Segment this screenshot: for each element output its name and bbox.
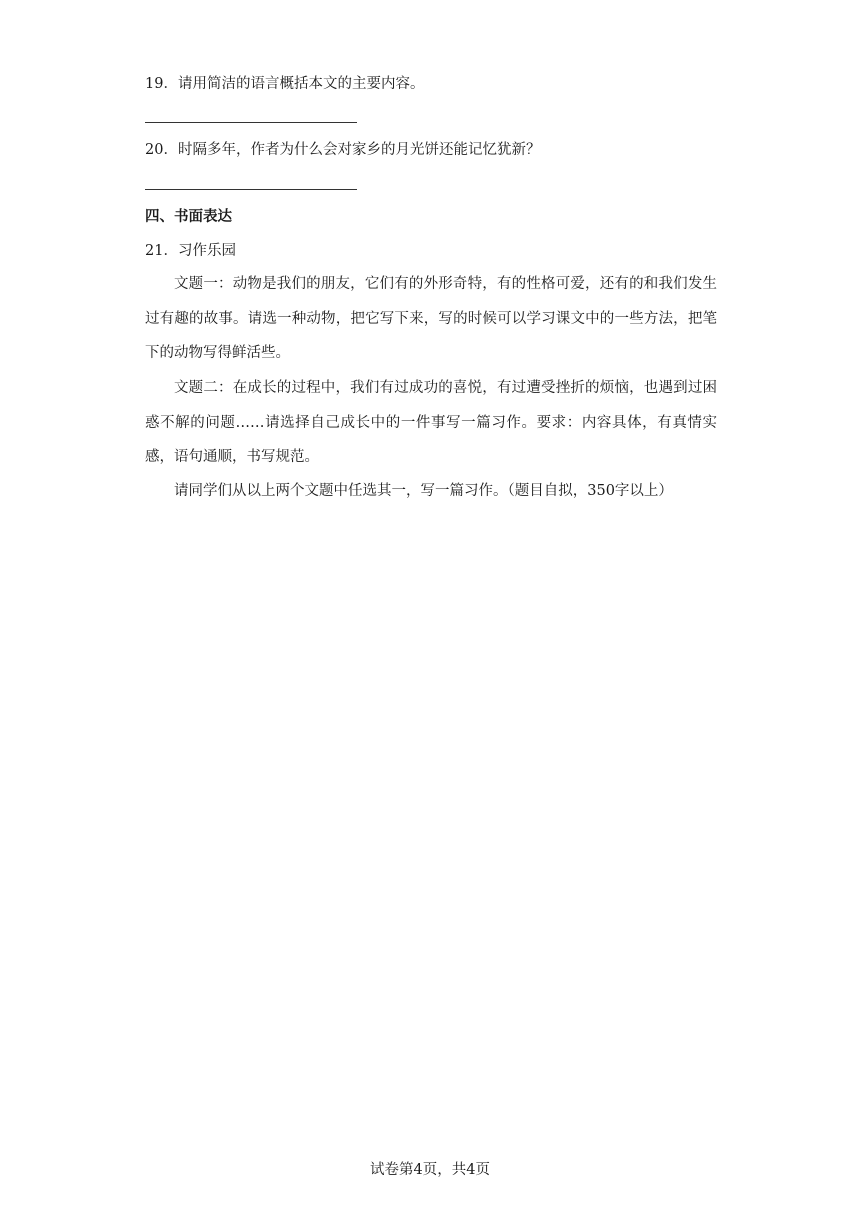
question-21-label: 21．习作乐园 (145, 243, 236, 259)
section-title-writing: 四、书面表达 (145, 208, 232, 225)
page-footer: 试卷第4页，共4页 (370, 1162, 490, 1178)
answer-line-20 (145, 189, 357, 190)
question-19: 19．请用简洁的语言概括本文的主要内容。 (145, 76, 425, 92)
topic-one-paragraph: 文题一：动物是我们的朋友，它们有的外形奇特，有的性格可爱，还有的和我们发生过有趣的故事。请选一种动物，把它写下来，写的时候可以学习课文中的一些方法，把笔下的动物写得鲜活些。 (145, 276, 717, 361)
instruction-paragraph: 请同学们从以上两个文题中任选其一，写一篇习作。（题目自拟，350字以上） (174, 483, 673, 499)
question-20: 20．时隔多年，作者为什么会对家乡的月光饼还能记忆犹新？ (145, 142, 541, 158)
topic-two-paragraph: 文题二：在成长的过程中，我们有过成功的喜悦，有过遭受挫折的烦恼，也遇到过困惑不解的问题……请选择自己成长中的一件事写一篇习作。要求：内容具体，有真情实感，语句通顺，书写规范。 (145, 380, 717, 465)
answer-line-19 (145, 122, 357, 123)
